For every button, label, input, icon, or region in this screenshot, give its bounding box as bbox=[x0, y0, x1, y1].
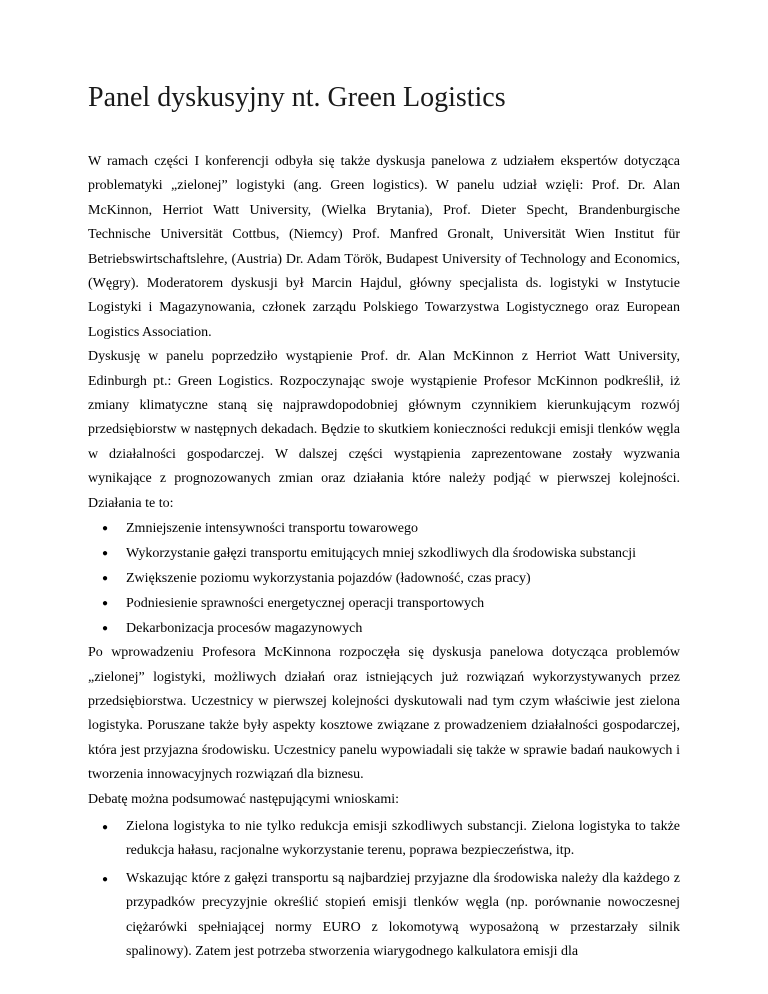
conclusions-list bbox=[88, 815, 680, 964]
document-body bbox=[88, 150, 680, 967]
bullet-icon: ● bbox=[102, 873, 109, 885]
bullet-icon: ● bbox=[102, 623, 109, 635]
page-title: Panel dyskusyjny nt. Green Logistics bbox=[88, 82, 506, 113]
list-item: ● Zielona logistyka to nie tylko redukcja emisji szkodliwych substancji. Zielona logistyka to także redukcja hałasu, racjonalne wykorzystanie terenu, poprawa bezpieczeństwa, itp. bbox=[88, 815, 680, 864]
bullet-icon: ● bbox=[102, 548, 109, 560]
list-item: ● Wskazując które z gałęzi transportu są najbardziej przyjazne dla środowiska należy dla każdego z przypadków precyzyjnie określić stopień emisji tlenków węgla (np. porównanie nowoczesnej ciężarówki spełniającej normy EURO z lokomotywą wyposażoną w przestarzały silnik spalinowy). Zatem jest potrzeba stworzenia wiarygodnego kalkulatora emisji dla bbox=[88, 867, 680, 965]
list-item: ● Podniesienie sprawności energetycznej operacji transportowych bbox=[102, 596, 485, 612]
bullet-icon: ● bbox=[102, 573, 109, 585]
bullet-icon: ● bbox=[102, 821, 109, 833]
paragraph-conclusions-intro: Debatę można podsumować następującymi wnioskami: bbox=[88, 791, 400, 807]
list-item: ● Wykorzystanie gałęzi transportu emitujących mniej szkodliwych dla środowiska substancji bbox=[102, 546, 637, 562]
list-item: ● Zwiększenie poziomu wykorzystania pojazdów (ładowność, czas pracy) bbox=[102, 571, 531, 587]
actions-list bbox=[88, 519, 680, 638]
bullet-icon: ● bbox=[102, 598, 109, 610]
bullet-icon: ● bbox=[102, 523, 109, 535]
list-item: ● Zmniejszenie intensywności transportu towarowego bbox=[102, 521, 418, 537]
list-item: ● Dekarbonizacja procesów magazynowych bbox=[102, 621, 363, 637]
paragraph-discussion: Po wprowadzeniu Profesora McKinnona rozpoczęła się dyskusja panelowa dotycząca problemów „zielonej” logistyki, możliwych działań oraz istniejących już rozwiązań wykorzystywanych przez przedsiębiorstwa. Uczestnicy w pierwszej kolejności dyskutowali nad tym czym właściwie jest zielona logistyka. Poruszane także były aspekty kosztowe związane z prowadzeniem działalności gospodarczej, która jest przyjazna środowisku. Uczestnicy panelu wypowiadali się także w sprawie badań naukowych i tworzenia innowacyjnych rozwiązań dla biznesu. bbox=[88, 645, 680, 783]
paragraph-intro: W ramach części I konferencji odbyła się także dyskusja panelowa z udziałem ekspertów dotycząca problematyki „zielonej” logistyki (ang. Green logistics). W panelu udział wzięli: Prof. Dr. Alan McKinnon, Herriot Watt University, (Wielka Brytania), Prof. Dieter Specht, Brandenburgische Technische Universität Cottbus, (Niemcy) Prof. Manfred Gronalt, Universität Wien Institut für Betriebswirtschaftslehre, (Austria) Dr. Adam Török, Budapest University of Technology and Economics, (Węgry). Moderatorem dyskusji był Marcin Hajdul, główny specjalista ds. logistyki w Instytucie Logistyki i Magazynowania, członek zarządu Polskiego Towarzystwa Logistycznego oraz European Logistics Association. bbox=[88, 154, 680, 340]
paragraph-keynote: Dyskusję w panelu poprzedziło wystąpienie Prof. dr. Alan McKinnon z Herriot Watt University, Edinburgh pt.: Green Logistics. Rozpoczynając swoje wystąpienie Profesor McKinnon podkreślił, iż zmiany klimatyczne staną się najprawdopodobniej głównym czynnikiem kierunkującym rozwój przedsiębiorstw w następnych dekadach. Będzie to skutkiem konieczności redukcji emisji tlenków węgla w działalności gospodarczej. W dalszej części wystąpienia zaprezentowane zostały wyzwania wynikające z prognozowanych zmian oraz działania które należy podjąć w pierwszej kolejności. Działania te to: bbox=[88, 349, 680, 511]
